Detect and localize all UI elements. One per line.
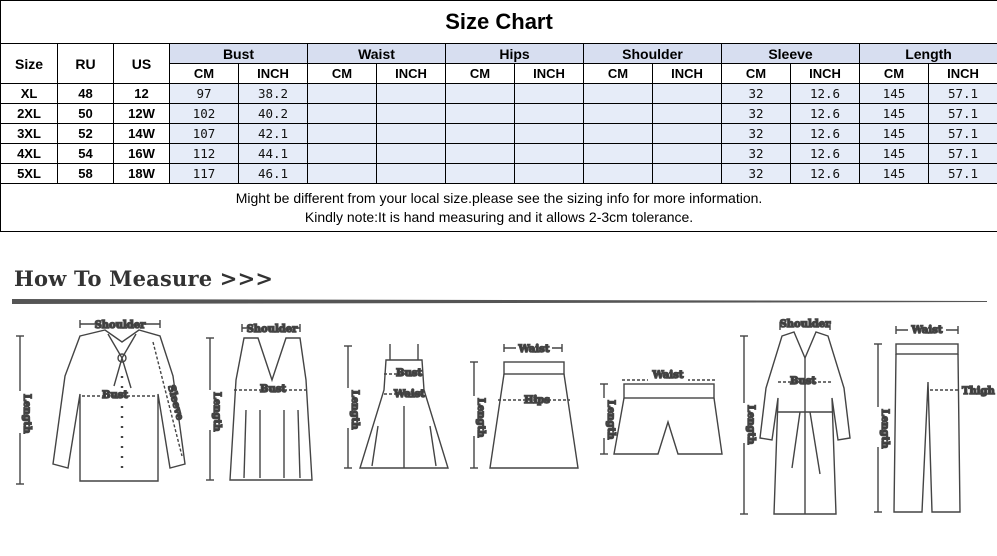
value-cell — [584, 104, 653, 124]
value-cell: 145 — [860, 164, 929, 184]
value-cell — [515, 164, 584, 184]
dress-icon — [338, 336, 453, 491]
table-row — [1, 84, 997, 104]
value-cell: 57.1 — [929, 84, 997, 104]
us-cell: 16W — [114, 144, 170, 164]
ru-cell: 48 — [58, 84, 114, 104]
how-to-measure — [0, 240, 997, 556]
us-cell: 18W — [114, 164, 170, 184]
shorts-icon — [592, 362, 732, 467]
value-cell: 145 — [860, 104, 929, 124]
ru-cell: 58 — [58, 164, 114, 184]
skirt-hips-label: Hips — [524, 395, 550, 406]
value-cell — [377, 104, 446, 124]
value-cell: 46.1 — [239, 164, 308, 184]
blouse-sleeve-label: Sleeve — [165, 383, 186, 422]
value-cell: 57.1 — [929, 124, 997, 144]
table-row — [1, 164, 997, 184]
value-cell — [653, 124, 722, 144]
value-cell: 12.6 — [791, 144, 860, 164]
table-row — [1, 124, 997, 144]
us-cell: 12W — [114, 104, 170, 124]
dress-length-label: Length — [349, 390, 360, 430]
value-cell — [653, 164, 722, 184]
skirt-length-label: Length — [475, 398, 486, 438]
us-cell: 12 — [114, 84, 170, 104]
size-cell: 5XL — [1, 164, 58, 184]
value-cell: 12.6 — [791, 84, 860, 104]
value-cell: 117 — [170, 164, 239, 184]
size-cell: 3XL — [1, 124, 58, 144]
coat-shoulder-label: Shoulder — [779, 319, 831, 330]
value-cell — [308, 124, 377, 144]
value-cell: 12.6 — [791, 104, 860, 124]
value-cell: 107 — [170, 124, 239, 144]
unit-inch: INCH — [377, 64, 446, 84]
value-cell — [308, 84, 377, 104]
value-cell: 145 — [860, 84, 929, 104]
value-cell — [308, 164, 377, 184]
coat-icon — [734, 318, 864, 533]
trousers-icon — [866, 322, 995, 527]
value-cell: 57.1 — [929, 104, 997, 124]
header-size: Size — [1, 44, 58, 84]
value-cell — [515, 104, 584, 124]
value-cell: 32 — [722, 124, 791, 144]
value-cell — [446, 104, 515, 124]
value-cell: 102 — [170, 104, 239, 124]
unit-inch: INCH — [239, 64, 308, 84]
value-cell: 42.1 — [239, 124, 308, 144]
trousers-thigh-label: Thigh — [962, 386, 995, 397]
value-cell — [584, 124, 653, 144]
coat-bust-label: Bust — [790, 376, 816, 387]
coat-length-label: Length — [745, 405, 756, 445]
header-us: US — [114, 44, 170, 84]
value-cell — [515, 144, 584, 164]
ru-cell: 50 — [58, 104, 114, 124]
header-hips: Hips — [446, 44, 584, 64]
size-rows — [1, 84, 997, 184]
value-cell — [653, 144, 722, 164]
value-cell — [377, 164, 446, 184]
unit-inch: INCH — [653, 64, 722, 84]
note-line: Might be different from your local size.please see the sizing info for more information. — [235, 189, 763, 206]
value-cell: 12.6 — [791, 164, 860, 184]
header-ru: RU — [58, 44, 114, 84]
value-cell: 44.1 — [239, 144, 308, 164]
value-cell: 57.1 — [929, 164, 997, 184]
page-title: Size Chart — [1, 1, 997, 44]
us-cell: 14W — [114, 124, 170, 144]
note-line: Kindly note:It is hand measuring and it allows 2-3cm tolerance. — [304, 208, 694, 225]
dress-bust-label: Bust — [396, 368, 422, 379]
value-cell: 38.2 — [239, 84, 308, 104]
ru-cell: 54 — [58, 144, 114, 164]
tank-shoulder-label: Shoulder — [246, 324, 298, 335]
value-cell — [446, 124, 515, 144]
value-cell: 32 — [722, 144, 791, 164]
unit-cm: CM — [722, 64, 791, 84]
dress-waist-label: Waist — [394, 389, 425, 400]
table-row — [1, 104, 997, 124]
blouse-length-label: Length — [21, 394, 32, 434]
value-cell — [377, 84, 446, 104]
value-cell — [377, 124, 446, 144]
tank-length-label: Length — [211, 392, 222, 432]
unit-cm: CM — [308, 64, 377, 84]
value-cell: 97 — [170, 84, 239, 104]
value-cell: 112 — [170, 144, 239, 164]
ru-cell: 52 — [58, 124, 114, 144]
value-cell — [308, 104, 377, 124]
blouse-shoulder-label: Shoulder — [94, 320, 146, 331]
size-cell: XL — [1, 84, 58, 104]
value-cell: 32 — [722, 104, 791, 124]
skirt-waist-label: Waist — [518, 344, 550, 355]
unit-inch: INCH — [791, 64, 860, 84]
value-cell: 145 — [860, 124, 929, 144]
how-to-measure-title: How To Measure >>> — [14, 266, 274, 291]
value-cell: 40.2 — [239, 104, 308, 124]
trousers-length-label: Length — [879, 409, 890, 449]
notes — [1, 184, 997, 232]
value-cell — [584, 164, 653, 184]
value-cell — [653, 104, 722, 124]
tank-top-icon — [200, 320, 330, 495]
size-table — [0, 0, 997, 232]
header-waist: Waist — [308, 44, 446, 64]
header-length: Length — [860, 44, 997, 64]
unit-inch: INCH — [515, 64, 584, 84]
header-bust: Bust — [170, 44, 308, 64]
blouse-icon — [10, 316, 195, 501]
value-cell — [308, 144, 377, 164]
value-cell: 32 — [722, 84, 791, 104]
trousers-waist-label: Waist — [911, 325, 943, 336]
unit-cm: CM — [170, 64, 239, 84]
value-cell: 145 — [860, 144, 929, 164]
value-cell — [377, 144, 446, 164]
size-chart — [0, 0, 997, 240]
header-sleeve: Sleeve — [722, 44, 860, 64]
value-cell — [584, 144, 653, 164]
value-cell — [446, 84, 515, 104]
value-cell: 32 — [722, 164, 791, 184]
value-cell — [446, 164, 515, 184]
value-cell — [584, 84, 653, 104]
shorts-length-label: Length — [605, 400, 616, 440]
tank-bust-label: Bust — [260, 384, 286, 395]
title-underline — [12, 298, 987, 306]
unit-cm: CM — [584, 64, 653, 84]
value-cell — [515, 124, 584, 144]
header-shoulder: Shoulder — [584, 44, 722, 64]
unit-cm: CM — [446, 64, 515, 84]
shorts-waist-label: Waist — [652, 370, 684, 381]
size-cell: 4XL — [1, 144, 58, 164]
size-cell: 2XL — [1, 104, 58, 124]
value-cell: 57.1 — [929, 144, 997, 164]
table-row — [1, 144, 997, 164]
blouse-bust-label: Bust — [102, 390, 128, 401]
unit-cm: CM — [860, 64, 929, 84]
value-cell: 12.6 — [791, 124, 860, 144]
value-cell — [515, 84, 584, 104]
skirt-icon — [462, 340, 582, 485]
value-cell — [653, 84, 722, 104]
value-cell — [446, 144, 515, 164]
unit-inch: INCH — [929, 64, 997, 84]
